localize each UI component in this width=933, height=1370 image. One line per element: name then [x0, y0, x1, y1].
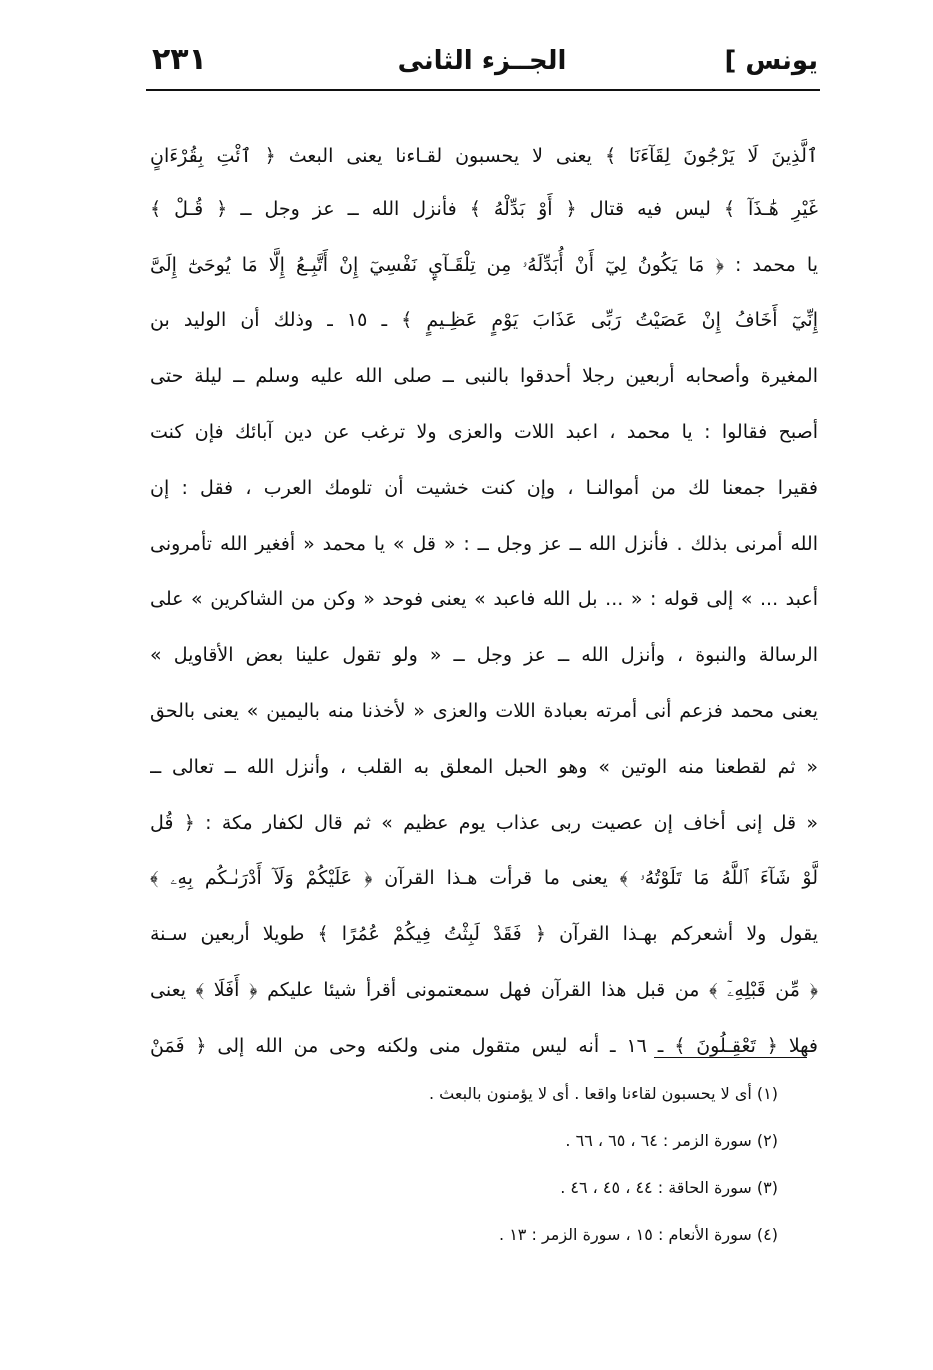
footnote-divider — [654, 1057, 807, 1058]
body-line: يا محمد : ﴿ مَا يَكُونُ لِيٓ أَنْ أُبَدِّلَهُۥ مِن تِلْقَـآيِٕ نَفْسِيٓ إِنْ أَتَّبِـعُ إِلَّا مَا يُوحَىٰٓ إِلَىَّ — [150, 253, 818, 276]
body-line: « ثم لقطعنا منه الوتين » وهو الحبل المعلق به القلب ، وأنزل الله ــ تعالى ــ — [150, 755, 818, 778]
body-line: المغيرة وأصحابه أربعين رجلا أحدقوا بالنبى ــ صلى الله عليه وسلم ــ ليلة حتى — [150, 365, 818, 388]
body-line: لَّوْ شَآءَ ٱللَّهُ مَا تَلَوْتُهُۥ ﴾ يعنى ما قرأت هـذا القرآن ﴿ عَلَيْكُمْ وَلَآ أَدْرَىٰـكُم بِهِۦ ﴾ — [150, 867, 818, 890]
body-line: يعنى محمد فزعم أنى أمرته بعبادة اللات والعزى « لأخذنا منه باليمين » يعنى بالحق — [150, 699, 818, 722]
body-line: فهلا ﴿ تَعْقِـلُونَ ﴾ ـ ١٦ ـ أنه ليس متقول منى ولكنه وحى من الله إلى ﴿ فَمَنْ — [150, 1034, 818, 1057]
body-line: فقيرا جمعنا لك من أموالنـا ، وإن كنت خشيت أن تلومك العرب ، فقل : إن — [150, 476, 818, 499]
page-number: ٢٣١ — [152, 42, 207, 77]
body-text — [150, 126, 818, 1075]
footnote: (٣) سورة الحاقة : ٤٤ ، ٤٥ ، ٤٦ . — [560, 1178, 778, 1197]
body-line: ٱلَّذِينَ لَا يَرْجُونَ لِقَآءَنَا ﴾ يعنى لا يحسبون لقـاءنا يعنى البعث ﴿ ٱئْتِ بِقُرْءَانٍ — [150, 145, 818, 167]
footnote: (١) أى لا يحسبون لقاءنا واقعا . أى لا يؤمنون بالبعث . — [429, 1084, 778, 1103]
body-line: إِنِّيٓ أَخَافُ إِنْ عَصَيْتُ رَبِّى عَذَابَ يَوْمٍ عَظِـيمٍ ﴾ ـ ١٥ ـ وذلك أن الوليد بن — [150, 309, 818, 332]
body-line: أعبد ... » إلى قوله : « ... بل الله فاعبد » يعنى فوحد « وكن من الشاكرين » على — [150, 588, 818, 611]
footnotes — [150, 1070, 778, 1258]
body-line: ﴿ مِّن قَبْلِهِۦٓ ﴾ من قبل هذا القرآن فهل سمعتمونى أقرأ شيئا عليكم ﴿ أَفَلَا ﴾ يعنى — [150, 978, 818, 1001]
footnote: (٢) سورة الزمر : ٦٤ ، ٦٥ ، ٦٦ . — [565, 1131, 778, 1150]
book-part-title: الجــزء الثانى — [397, 46, 567, 76]
body-line: « قل إنى أخاف إن عصيت ربى عذاب يوم عظيم » ثم قال لكفار مكة : ﴿ قُل — [150, 811, 818, 834]
body-line: يقول ولا أشعركم بهـذا القرآن ﴿ فَقَدْ لَبِثْتُ فِيكُمْ عُمُرًا ﴾ طويلا أربعين سـنة — [150, 923, 818, 946]
body-line: غَيْرِ هَٰـذَآ ﴾ ليس فيه قتال ﴿ أَوْ بَدِّلْهُ ﴾ فأنزل الله ــ عز وجل ــ ﴿ قُـلْ ﴾ — [150, 197, 818, 220]
surah-name: يونس ] — [724, 46, 818, 76]
footnote: (٤) سورة الأنعام : ١٥ ، سورة الزمر : ١٣ . — [499, 1225, 778, 1244]
running-header — [146, 40, 818, 88]
body-line: الله أمرنى بذلك . فأنزل الله ــ عز وجل ــ : « قل » يا محمد « أفغير الله تأمرونى — [150, 532, 818, 555]
body-line: أصبح فقالوا : يا محمد ، اعبد اللات والعزى ولا ترغب عن دين آبائك فإن كنت — [150, 420, 818, 443]
header-divider — [146, 89, 820, 91]
body-line: الرسالة والنبوة ، وأنزل الله ــ عز وجل ــ « ولو تقول علينا بعض الأقاويل » — [150, 644, 818, 667]
